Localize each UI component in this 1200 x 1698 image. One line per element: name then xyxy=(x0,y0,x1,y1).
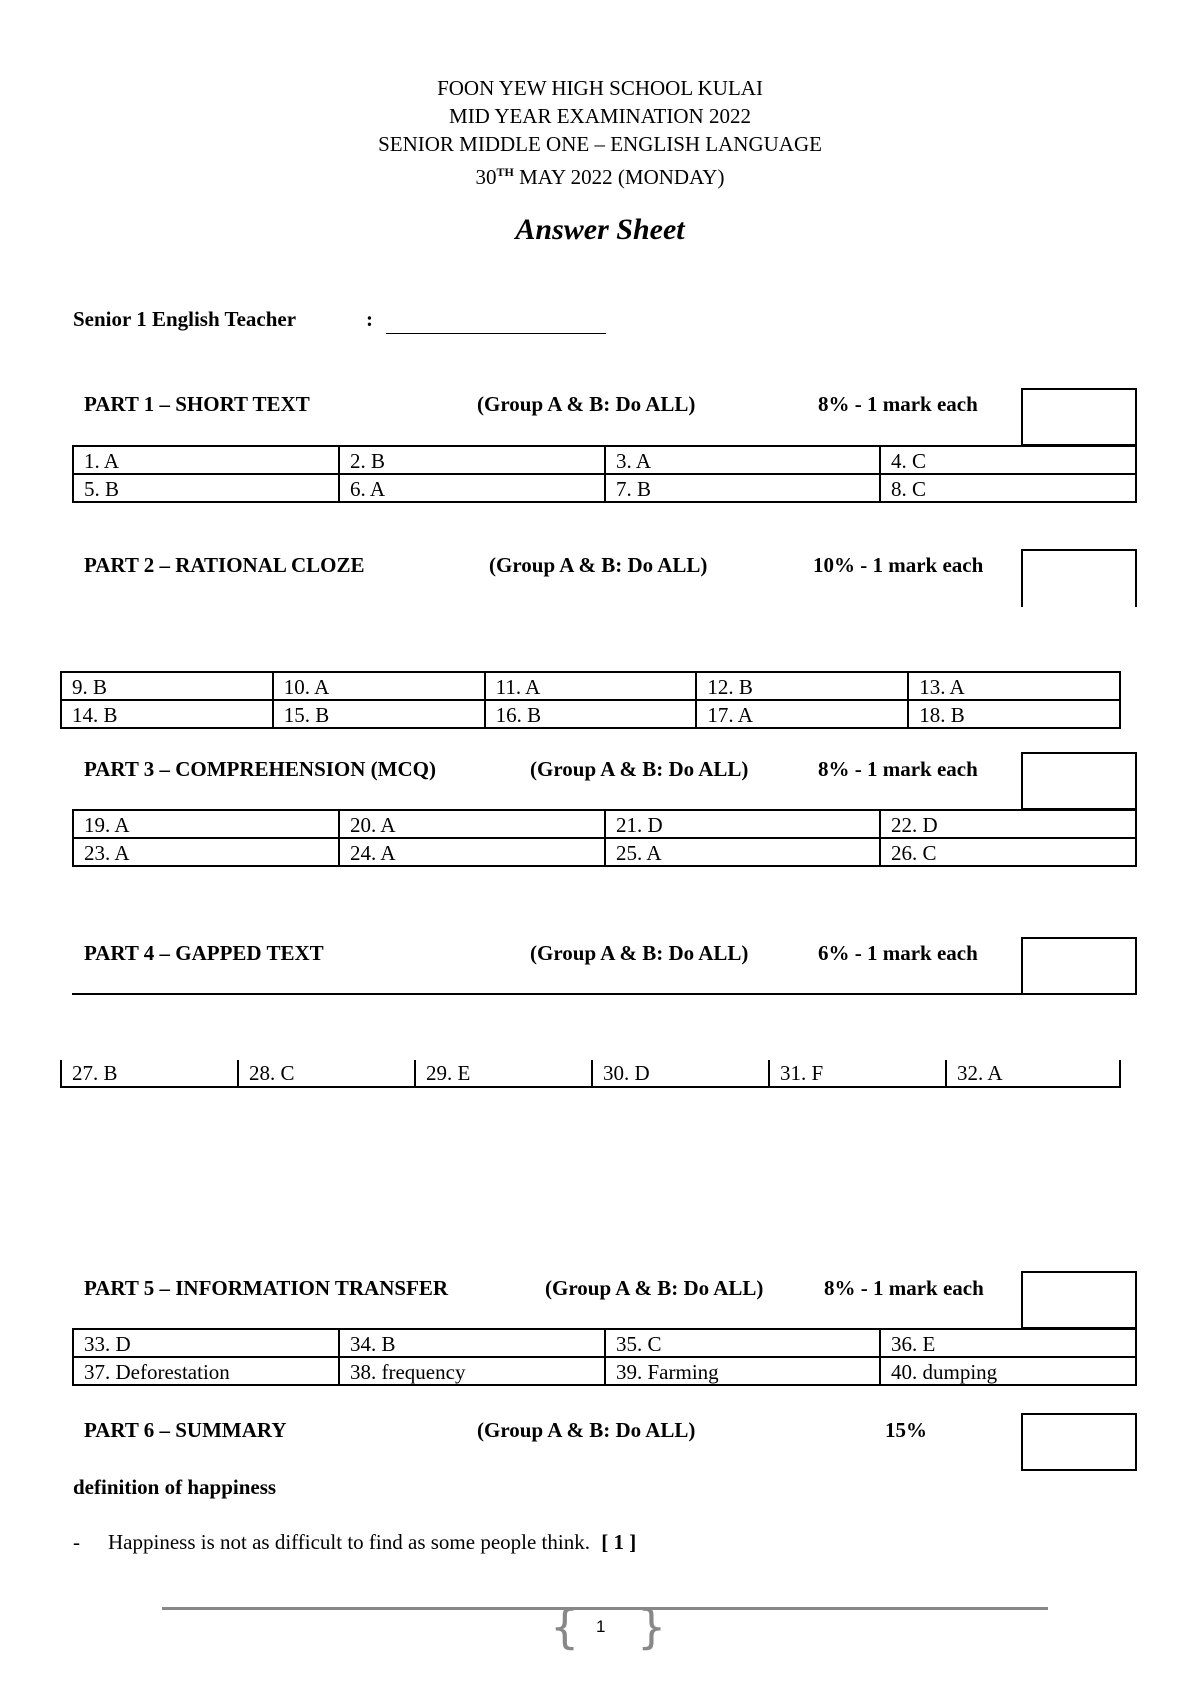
part4-answer-cell: 32. A xyxy=(945,1060,1121,1088)
part6-score-box[interactable] xyxy=(1021,1413,1137,1471)
part2-score-box[interactable] xyxy=(1021,549,1137,607)
part4-answer-cell: 28. C xyxy=(237,1060,414,1088)
answer-cell: 33. D xyxy=(73,1329,339,1357)
answer-cell: 8. C xyxy=(880,474,1136,502)
summary-heading: definition of happiness xyxy=(73,1475,277,1499)
part3-group: (Group A & B: Do ALL) xyxy=(530,757,749,781)
summary-point-text: Happiness is not as difficult to find as some people think. xyxy=(108,1530,590,1554)
table-row xyxy=(61,672,1120,700)
subject-line: SENIOR MIDDLE ONE – ENGLISH LANGUAGE xyxy=(378,132,822,156)
answer-cell: 25. A xyxy=(605,838,880,866)
answer-cell: 19. A xyxy=(73,810,339,838)
part1-score-box[interactable] xyxy=(1021,388,1137,446)
answer-cell: 18. B xyxy=(908,700,1120,728)
table-row xyxy=(73,474,1136,502)
summary-point xyxy=(108,1530,636,1555)
answer-cell: 35. C xyxy=(605,1329,880,1357)
answer-cell: 37. Deforestation xyxy=(73,1357,339,1385)
table-row xyxy=(61,700,1120,728)
summary-point-mark: [ 1 ] xyxy=(601,1530,637,1554)
part6-marks: 15% xyxy=(885,1418,927,1442)
part4-marks: 6% - 1 mark each xyxy=(818,941,978,965)
summary-bullet: - xyxy=(73,1530,80,1554)
answer-cell: 2. B xyxy=(339,446,605,474)
answer-cell: 12. B xyxy=(696,672,908,700)
page-number: 1 xyxy=(596,1617,606,1636)
table-row xyxy=(73,446,1136,474)
part1-title: PART 1 – SHORT TEXT xyxy=(84,392,310,416)
table-row xyxy=(73,1329,1136,1357)
answer-cell: 10. A xyxy=(273,672,485,700)
answer-cell: 13. A xyxy=(908,672,1120,700)
teacher-colon: : xyxy=(366,307,373,331)
part1-group: (Group A & B: Do ALL) xyxy=(477,392,696,416)
answer-cell: 15. B xyxy=(273,700,485,728)
table-row xyxy=(73,838,1136,866)
part4-answer-cell: 30. D xyxy=(591,1060,768,1088)
answer-cell: 40. dumping xyxy=(880,1357,1136,1385)
part6-group: (Group A & B: Do ALL) xyxy=(477,1418,696,1442)
exam-name: MID YEAR EXAMINATION 2022 xyxy=(449,104,751,128)
part1-answer-table xyxy=(72,445,1137,503)
part2-answer-table xyxy=(60,671,1121,729)
table-row xyxy=(73,810,1136,838)
answer-cell: 3. A xyxy=(605,446,880,474)
part4-answer-cell: 31. F xyxy=(768,1060,945,1088)
answer-cell: 36. E xyxy=(880,1329,1136,1357)
part5-marks: 8% - 1 mark each xyxy=(824,1276,984,1300)
part5-score-box[interactable] xyxy=(1021,1271,1137,1329)
date-day: 30 xyxy=(475,165,497,189)
answer-cell: 20. A xyxy=(339,810,605,838)
answer-cell: 34. B xyxy=(339,1329,605,1357)
part4-answer-cell: 27. B xyxy=(60,1060,237,1088)
part3-marks: 8% - 1 mark each xyxy=(818,757,978,781)
answer-cell: 23. A xyxy=(73,838,339,866)
answer-cell: 39. Farming xyxy=(605,1357,880,1385)
part2-title: PART 2 – RATIONAL CLOZE xyxy=(84,553,365,577)
answer-cell: 7. B xyxy=(605,474,880,502)
part2-marks: 10% - 1 mark each xyxy=(813,553,984,577)
answer-cell: 24. A xyxy=(339,838,605,866)
part4-title: PART 4 – GAPPED TEXT xyxy=(84,941,324,965)
part5-answer-table xyxy=(72,1328,1137,1386)
page-title: Answer Sheet xyxy=(515,213,685,246)
page-bracket-right: } xyxy=(637,1600,667,1654)
school-name: FOON YEW HIGH SCHOOL KULAI xyxy=(437,76,763,100)
part4-group: (Group A & B: Do ALL) xyxy=(530,941,749,965)
answer-cell: 4. C xyxy=(880,446,1136,474)
exam-date xyxy=(0,158,1200,191)
part6-title: PART 6 – SUMMARY xyxy=(84,1418,287,1442)
part4-divider xyxy=(72,993,1022,995)
answer-cell: 21. D xyxy=(605,810,880,838)
teacher-label: Senior 1 English Teacher xyxy=(73,307,297,331)
answer-cell: 5. B xyxy=(73,474,339,502)
answer-cell: 26. C xyxy=(880,838,1136,866)
answer-cell: 38. frequency xyxy=(339,1357,605,1385)
answer-cell: 22. D xyxy=(880,810,1136,838)
part3-score-box[interactable] xyxy=(1021,752,1137,810)
part3-title: PART 3 – COMPREHENSION (MCQ) xyxy=(84,757,436,781)
answer-cell: 6. A xyxy=(339,474,605,502)
answer-cell: 11. A xyxy=(485,672,697,700)
part5-group: (Group A & B: Do ALL) xyxy=(545,1276,764,1300)
part4-score-box[interactable] xyxy=(1021,937,1137,995)
table-row xyxy=(73,1357,1136,1385)
part4-answer-cell: 29. E xyxy=(414,1060,591,1088)
answer-cell: 14. B xyxy=(61,700,273,728)
answer-cell: 9. B xyxy=(61,672,273,700)
date-suffix: TH xyxy=(496,165,514,179)
answer-cell: 17. A xyxy=(696,700,908,728)
part2-group: (Group A & B: Do ALL) xyxy=(489,553,708,577)
date-rest: MAY 2022 (MONDAY) xyxy=(513,165,725,189)
answer-cell: 1. A xyxy=(73,446,339,474)
part1-marks: 8% - 1 mark each xyxy=(818,392,978,416)
page-bracket-left: { xyxy=(550,1600,580,1654)
part3-answer-table xyxy=(72,809,1137,867)
footer-rule xyxy=(162,1607,1048,1610)
part5-title: PART 5 – INFORMATION TRANSFER xyxy=(84,1276,449,1300)
teacher-name-blank[interactable] xyxy=(386,333,606,334)
answer-cell: 16. B xyxy=(485,700,697,728)
